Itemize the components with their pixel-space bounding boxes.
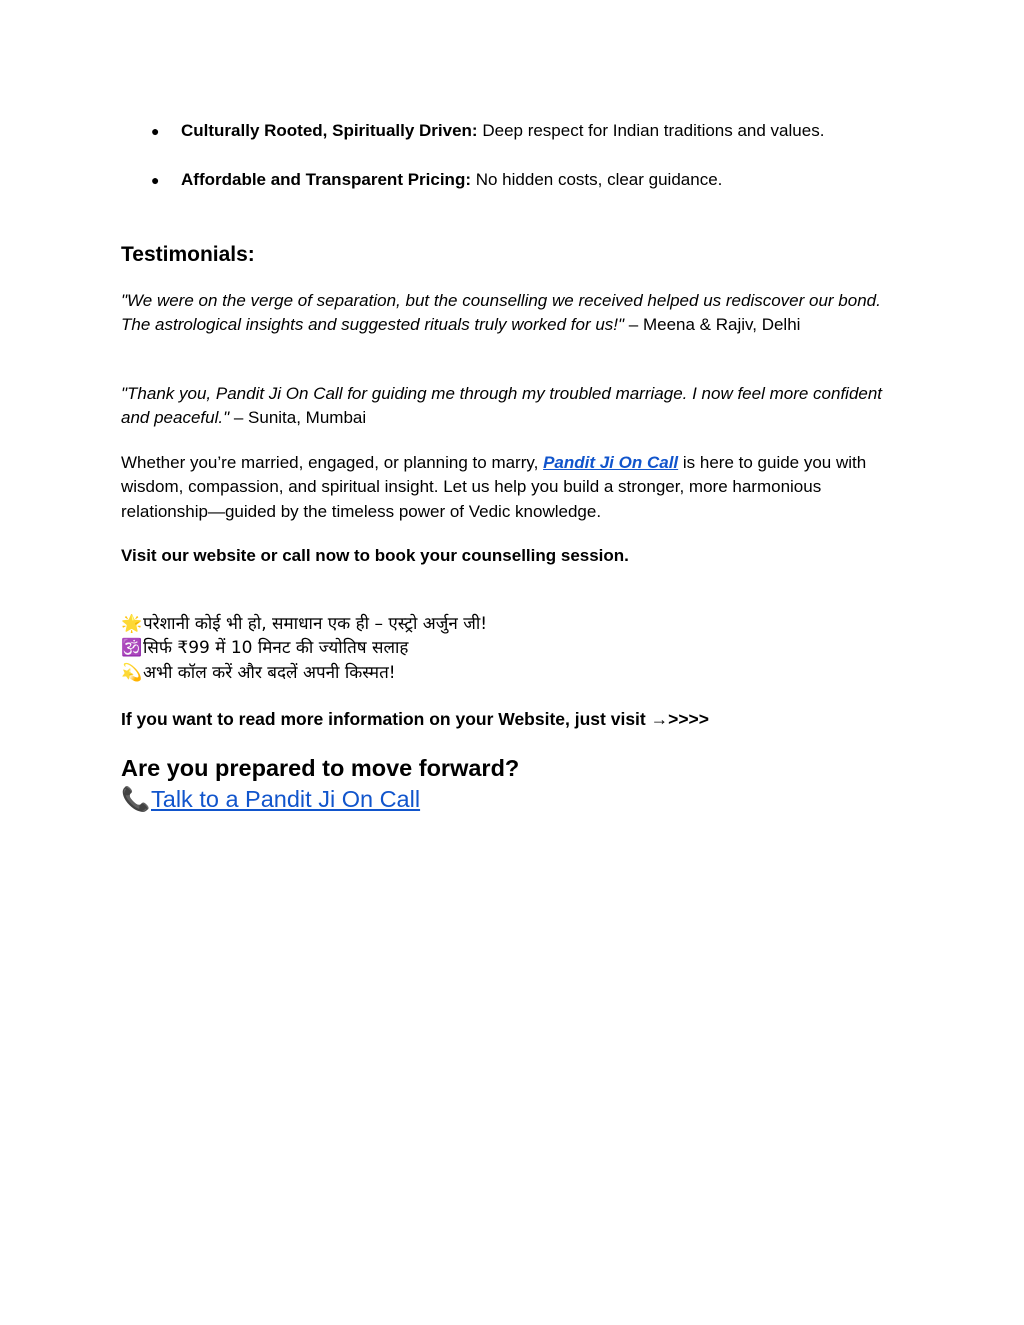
closing-paragraph — [121, 451, 901, 524]
hindi-promo-text: अभी कॉल करें और बदलें अपनी किस्मत! — [143, 662, 396, 683]
om-icon: 🕉️ — [121, 638, 143, 659]
talk-to-pandit-link[interactable]: Talk to a Pandit Ji On Call — [151, 786, 421, 812]
hindi-promo-line — [121, 636, 487, 660]
pandit-ji-on-call-link[interactable]: Pandit Ji On Call — [543, 453, 679, 472]
bullet-dot-icon: ● — [151, 123, 160, 139]
closing-text-before: Whether you’re married, engaged, or planning to marry, — [121, 453, 544, 472]
bullet-text: No hidden costs, clear guidance. — [471, 170, 723, 189]
hindi-promo-line — [121, 612, 487, 636]
testimonial-quote: "Thank you, Pandit Ji On Call for guiding me through my troubled marriage. I now feel more confident and peaceful." — [121, 384, 883, 428]
hindi-promo-text: सिर्फ ₹99 में 10 मिनट की ज्योतिष सलाह — [143, 638, 409, 659]
bullet-item-affordable-pricing — [121, 168, 901, 192]
call-line — [121, 784, 420, 814]
testimonial-attribution: – Meena & Rajiv, Delhi — [624, 315, 801, 335]
testimonials-heading: Testimonials: — [121, 243, 255, 266]
bullet-item-culturally-rooted — [121, 119, 901, 143]
bullet-title: Culturally Rooted, Spiritually Driven: — [181, 121, 478, 140]
feature-bullet-list — [121, 119, 901, 192]
bullet-dot-icon: ● — [151, 172, 160, 188]
hindi-promo-line — [121, 661, 487, 685]
read-more-line: If you want to read more information on your Website, just visit →>>>> — [121, 709, 709, 729]
hindi-promo-text: परेशानी कोई भी हो, समाधान एक ही – एस्ट्रो अर्जुन जी! — [143, 614, 488, 634]
testimonial-quote: "We were on the verge of separation, but the counselling we received helped us rediscover our bond. The astrological insights and suggested rituals truly worked for us!" — [121, 291, 881, 335]
testimonial-attribution: – Sunita, Mumbai — [229, 408, 367, 428]
move-forward-heading: Are you prepared to move forward? — [121, 755, 520, 781]
visit-website-line: Visit our website or call now to book your counselling session. — [121, 546, 629, 565]
testimonial-meena-rajiv — [121, 289, 901, 338]
dizzy-star-icon: 💫 — [121, 662, 143, 683]
bullet-text: Deep respect for Indian traditions and values. — [477, 121, 825, 140]
hindi-promo-block — [121, 612, 487, 685]
closing-text-after: is here to guide you with wisdom, compassion, and spiritual insight. Let us help you build a stronger, more harmonious relationship—guided by the timeless power of Vedic knowledge. — [121, 453, 867, 521]
phone-icon: 📞 — [121, 786, 151, 812]
star-icon: 🌟 — [121, 614, 143, 634]
bullet-title: Affordable and Transparent Pricing: — [181, 170, 471, 189]
testimonial-sunita — [121, 382, 901, 431]
